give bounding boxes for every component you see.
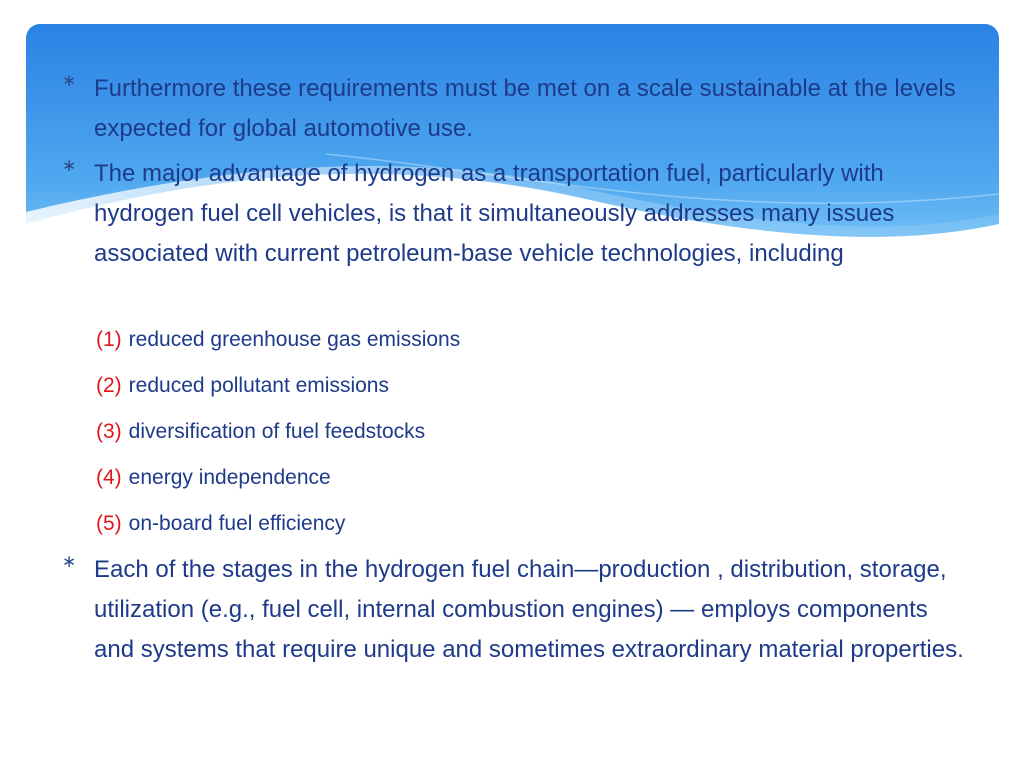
sub-item-number: (5) xyxy=(96,512,122,535)
asterisk-icon: ∗ xyxy=(62,71,77,91)
bullet-item xyxy=(62,550,972,670)
bullet-item xyxy=(62,69,972,149)
sub-item-text: energy independence xyxy=(128,466,331,489)
sub-item-text: reduced greenhouse gas emissions xyxy=(128,328,461,351)
sub-item-text: reduced pollutant emissions xyxy=(128,374,389,397)
bullet-item xyxy=(62,154,972,274)
sub-item-number: (2) xyxy=(96,374,122,397)
sub-item-text: on-board fuel efficiency xyxy=(128,512,346,535)
sub-item-text: diversification of fuel feedstocks xyxy=(128,420,426,443)
sub-item-number: (3) xyxy=(96,420,122,443)
sub-list-item xyxy=(96,464,956,492)
sub-item-number: (1) xyxy=(96,328,122,351)
sub-list-item xyxy=(96,372,956,400)
sub-list-item xyxy=(96,326,956,354)
bullet-text: Furthermore these requirements must be met on a scale sustainable at the levels expected for global automotive use. xyxy=(94,75,956,142)
sub-list-item xyxy=(96,418,956,446)
sub-list-item xyxy=(96,510,956,538)
bullet-text: Each of the stages in the hydrogen fuel chain—production , distribution, storage, utilization (e.g., fuel cell, internal combustion engines) — employs components and systems that require unique and sometimes extraordinary material properties. xyxy=(94,556,964,663)
bullet-text: The major advantage of hydrogen as a transportation fuel, particularly with hydrogen fuel cell vehicles, is that it simultaneously addresses many issues associated with current petroleum-base vehicle technologies, including xyxy=(94,160,895,267)
asterisk-icon: ∗ xyxy=(62,552,77,572)
sub-item-number: (4) xyxy=(96,466,122,489)
asterisk-icon: ∗ xyxy=(62,156,77,176)
